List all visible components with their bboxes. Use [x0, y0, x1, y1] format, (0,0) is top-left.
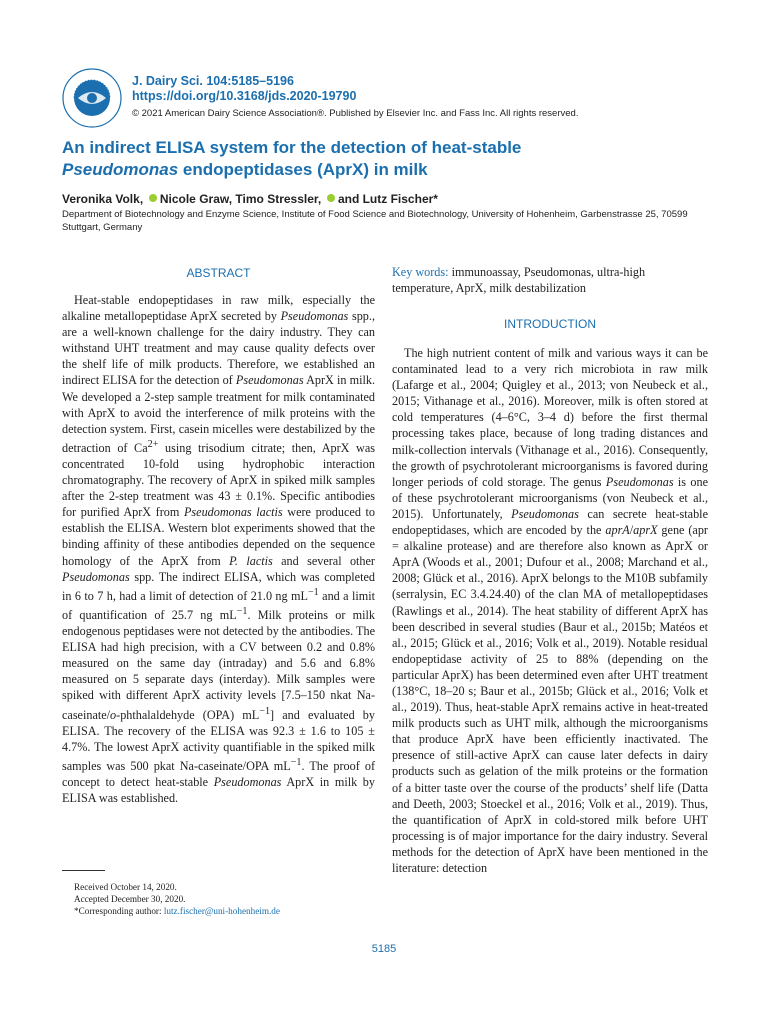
keywords [392, 264, 708, 296]
copyright-notice: © 2021 American Dairy Science Association®. Published by Elsevier Inc. and Fass Inc. All rights reserved. [132, 108, 579, 119]
author-email-link[interactable]: lutz.fischer@uni-hohenheim.de [163, 906, 280, 916]
abstract-heading: ABSTRACT [186, 266, 251, 280]
title-line-2: endopeptidases (AprX) in milk [178, 160, 428, 179]
footnote-divider [62, 870, 105, 871]
author-list [62, 192, 438, 206]
journal-header [132, 74, 578, 121]
author-volk: Veronika Volk, [62, 192, 144, 206]
page-number: 5185 [371, 943, 397, 955]
orcid-icon[interactable] [149, 194, 157, 202]
introduction-heading: INTRODUCTION [504, 317, 596, 331]
abstract-body: Heat-stable endopeptidases in raw milk, especially the alkaline metallopeptidase AprX secreted by Pseudomonas spp., are a well-known challenge for the dairy industry. They can withstand UHT treatment and may cause quality defects over the shelf life of milk products. Therefore, we established an indirect ELISA for the detection of Pseudomonas AprX in milk. We developed a 2-step sample treatment for milk contaminated with AprX to avoid the interference of milk proteins with the detection system. First, casein micelles were destabilized by the detraction of $Ca^{2+}$ using trisodium citrate; then, AprX was concentrated 10-fold using hydrophobic interaction chromatography. The recovery of AprX in spiked milk samples after the 2-step treatment was 43 ± 0.1%. Specific antibodies for purified AprX from Pseudomonas lactis were produced to establish the ELISA. Western blot experiments showed that the binding affinity of these antibodies depended on the sequence homology of the AprX from P. lactis and several other Pseudomonas spp. The indirect ELISA, which was completed in 6 to 7 h, had a limit of detection of 21.0 ng $mL^{-1}$ and a limit of quantification of 25.7 ng $mL^{-1}$. Milk proteins or milk endogenous peptidases were not detected by the antibodies. The ELISA had high precision, with a CV between 0.2 and 0.8% measured on the same day (intraday) and 5.6 and 6.8% measured on 5 separate days (interday). Milk samples were spiked with different AprX activity levels [7.5–150 nkat Na-caseinate/o-phthalaldehyde (OPA) $mL^{-1}$] and evaluated by ELISA. The recovery of the ELISA was 92.3 ± 1.6 to 105 ± 4.7%. The lowest AprX activity quantifiable in the spiked milk samples was 500 pkat Na-caseinate/OPA $mL^{-1}$. The proof of concept to detect heat-stable Pseudomonas AprX in milk by ELISA was established. [62, 293, 376, 806]
author-fischer: and Lutz Fischer* [337, 192, 438, 206]
keywords-label: Key words: [392, 265, 449, 279]
keywords-text: immunoassay, Pseudomonas, ultra-high temperature, AprX, milk destabilization [392, 265, 646, 296]
author-graw-stressler: Nicole Graw, Timo Stressler, [159, 192, 322, 206]
journal-logo [62, 68, 122, 128]
introduction-body: The high nutrient content of milk and various ways it can be contaminated lead to a very rich microbiota in raw milk (Lafarge et al., 2004; Quigley et al., 2013; von Neubeck et al., 2015; Vithanage et al., 2016). Moreover, milk is often stored at cold temperatures (4–6°C, 3–4 d) before the first thermal processing takes place, because of long trading distances and milk-collection intervals (Vithanage et al., 2016). Consequently, the growth of psychrotolerant microorganisms is favored during longer periods of cold storage. The genus Pseudomonas is one of these psychrotolerant microorganisms (von Neubeck et al., 2015). Unfortunately, Pseudomonas can secrete heat-stable endopeptidases, which are encoded by the aprA/aprX gene (apr = alkaline protease) and are therefore also known as AprX or AprA (Woods et al., 2001; Dufour et al., 2008; Marchand et al., 2008; Glück et al., 2016). AprX belongs to the M10B subfamily (serralysin, EC 3.4.24.40) of the clan MA of metallopeptidases (Rawlings et al., 2014). The heat stability of different AprX has been described in several studies (Baur et al., 2015b; Matéos et al., 2015; Glück et al., 2016; Volk et al., 2019). Notable residual endopeptidase activity of 25 to 88% (depending on the particular AprX) has been determined even after UHT treatment (138°C, 18–20 s; Baur et al., 2015b; Glück et al., 2016; Volk et al., 2019). Thus, heat-stable AprX remains active in heat-treated milk products such as UHT milk, although the microorganisms that produce AprX have been efficiently inactivated. The presence of still-active AprX can cause later defects in dairy products such as gelation of the milk proteins or the formation of a bitter taste over the course of the products’ shelf life (Datta and Deeth, 2003; Stoeckel et al., 2016; Volk et al., 2019). Thus, the quantification of AprX in cold-stored milk before UHT processing is of major importance for the dairy industry. Several methods for the detection of AprX have been mentioned in the literature: detection [392, 346, 708, 875]
footnotes [74, 881, 280, 917]
orcid-icon[interactable] [327, 194, 335, 202]
corresponding-author [74, 905, 280, 917]
article-title [62, 137, 702, 181]
journal-citation: J. Dairy Sci. 104:5185–5196 [132, 74, 294, 88]
title-line-1: An indirect ELISA system for the detection of heat-stable [62, 138, 522, 157]
corresponding-label: *Corresponding author: [74, 906, 164, 916]
title-italic-word: Pseudomonas [62, 160, 179, 179]
doi-link[interactable]: https://doi.org/10.3168/jds.2020-19790 [132, 89, 357, 103]
affiliation: Department of Biotechnology and Enzyme Science, Institute of Food Science and Biotechnology, University of Hohenheim, Garbenstrasse 25, 70599 Stuttgart, Germany [62, 209, 688, 233]
accepted-date: Accepted December 30, 2020. [74, 894, 186, 904]
received-date: Received October 14, 2020. [74, 882, 177, 892]
